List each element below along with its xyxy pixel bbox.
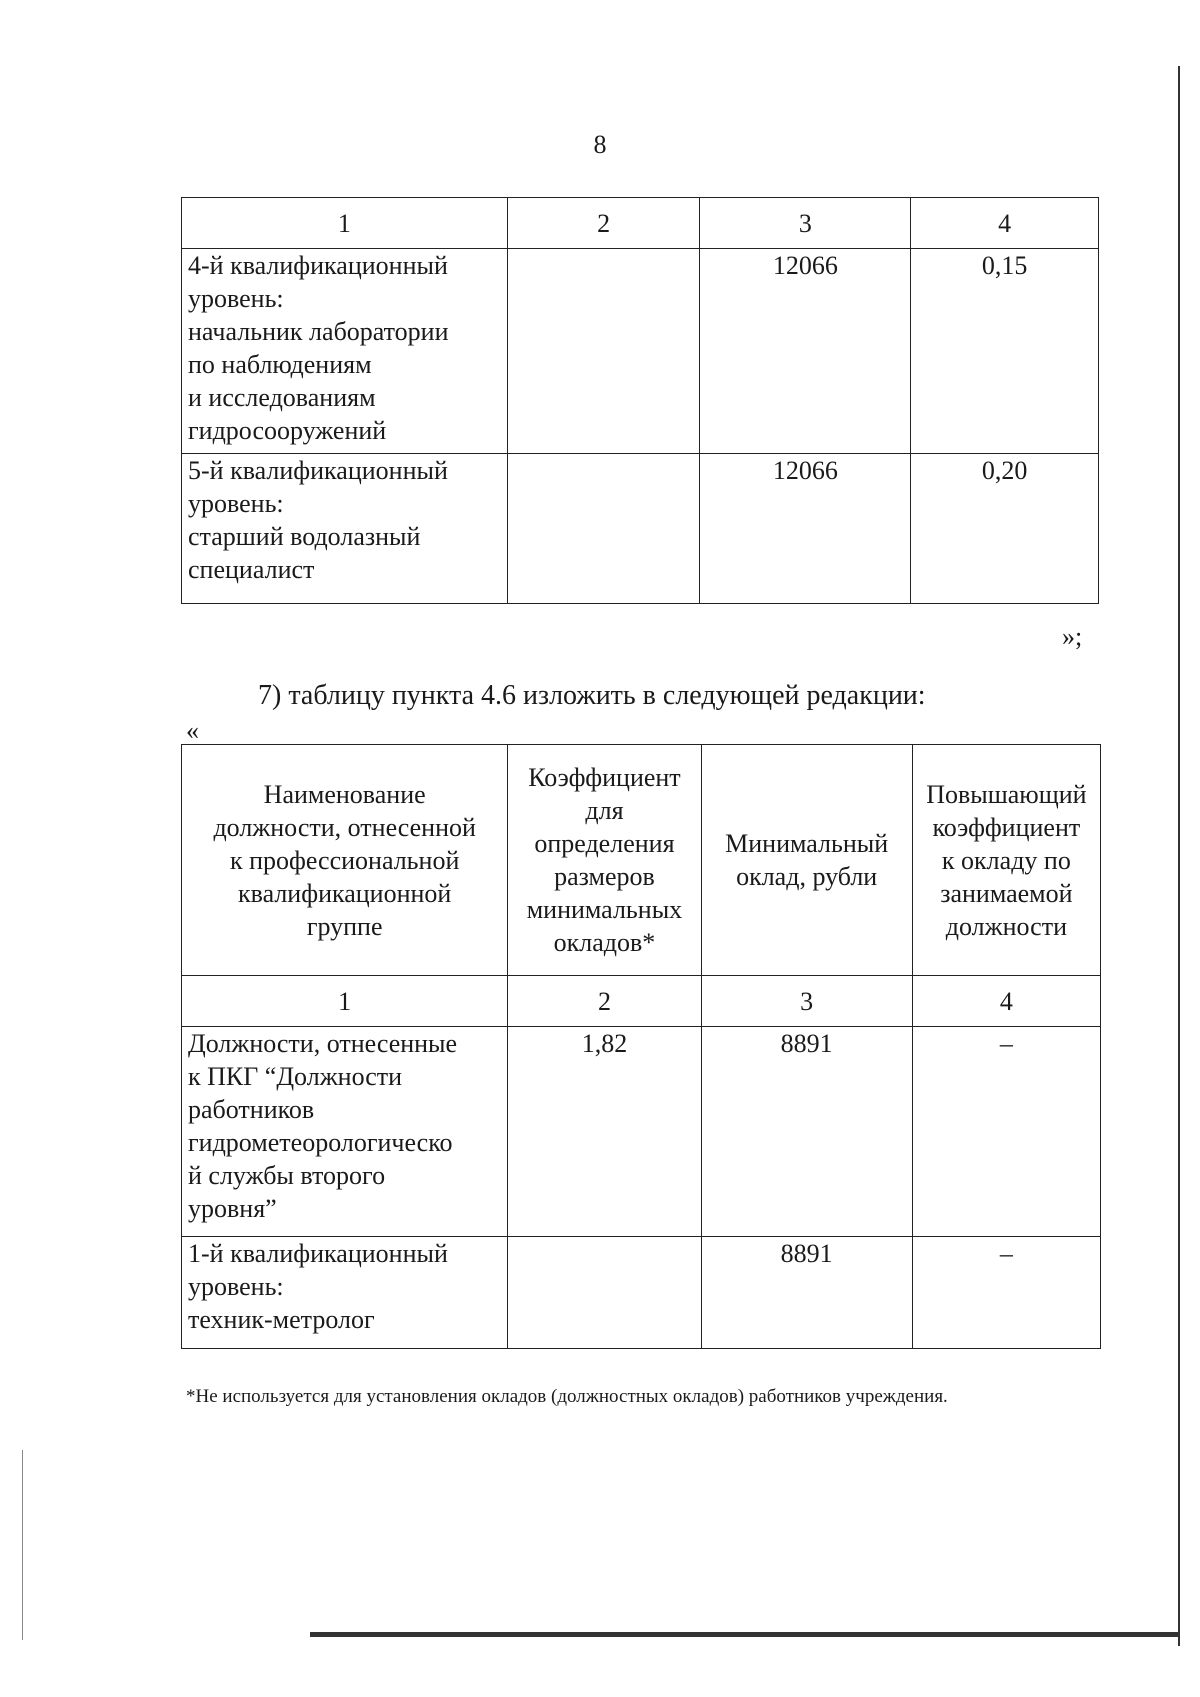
salary-table-4-6 [181, 744, 1101, 1349]
raise-coefficient-cell: 0,15 [911, 249, 1099, 454]
col-number-1: 1 [182, 976, 508, 1027]
raise-coefficient-cell: 0,20 [911, 454, 1099, 604]
header-coefficient: Коэффициент для определения размеров минимальных окладов* [508, 745, 701, 976]
table-row [182, 249, 1099, 454]
table-row [182, 1237, 1101, 1349]
closing-quote: »; [1062, 622, 1083, 651]
header-min-salary: Минимальный оклад, рубли [701, 745, 912, 976]
header-position-name: Наименование должности, отнесенной к профессиональной квалификационной группе [182, 745, 508, 976]
position-name-cell: 5-й квалификационный уровень: старший водолазный специалист [182, 454, 508, 604]
col-number-2: 2 [507, 198, 700, 249]
col-number-4: 4 [911, 198, 1099, 249]
header-row [182, 745, 1101, 976]
col-number-2: 2 [508, 976, 701, 1027]
col-number-1: 1 [182, 198, 508, 249]
scan-border-left [22, 1450, 23, 1640]
raise-coefficient-cell: – [912, 1237, 1100, 1349]
position-name-cell: 1-й квалификационный уровень: техник-метролог [182, 1237, 508, 1349]
scan-border-bottom [310, 1632, 1180, 1637]
coefficient-cell [508, 1237, 701, 1349]
column-number-row [182, 198, 1099, 249]
col-number-3: 3 [701, 976, 912, 1027]
scan-border-right [1178, 66, 1180, 1646]
opening-quote: « [186, 716, 199, 745]
col-number-4: 4 [912, 976, 1100, 1027]
coefficient-cell [507, 454, 700, 604]
salary-cell: 8891 [701, 1027, 912, 1237]
position-name-cell: Должности, отнесенные к ПКГ “Должности работников гидрометеорологическо й службы второго уровня” [182, 1027, 508, 1237]
table-row [182, 454, 1099, 604]
page-number: 8 [593, 130, 607, 159]
salary-cell: 8891 [701, 1237, 912, 1349]
coefficient-cell [507, 249, 700, 454]
position-name-cell: 4-й квалификационный уровень: начальник лаборатории по наблюдениям и исследованиям гидросооружений [182, 249, 508, 454]
coefficient-cell: 1,82 [508, 1027, 701, 1237]
header-raise-coefficient: Повышающий коэффициент к окладу по занимаемой должности [912, 745, 1100, 976]
amendment-item-text: 7) таблицу пункта 4.6 изложить в следующей редакции: [258, 680, 926, 711]
salary-table-continuation [181, 197, 1099, 604]
salary-cell: 12066 [700, 249, 911, 454]
salary-cell: 12066 [700, 454, 911, 604]
table-row [182, 1027, 1101, 1237]
column-number-row [182, 976, 1101, 1027]
footnote: *Не используется для установления окладов (должностных окладов) работников учреждения. [186, 1386, 948, 1407]
raise-coefficient-cell: – [912, 1027, 1100, 1237]
col-number-3: 3 [700, 198, 911, 249]
